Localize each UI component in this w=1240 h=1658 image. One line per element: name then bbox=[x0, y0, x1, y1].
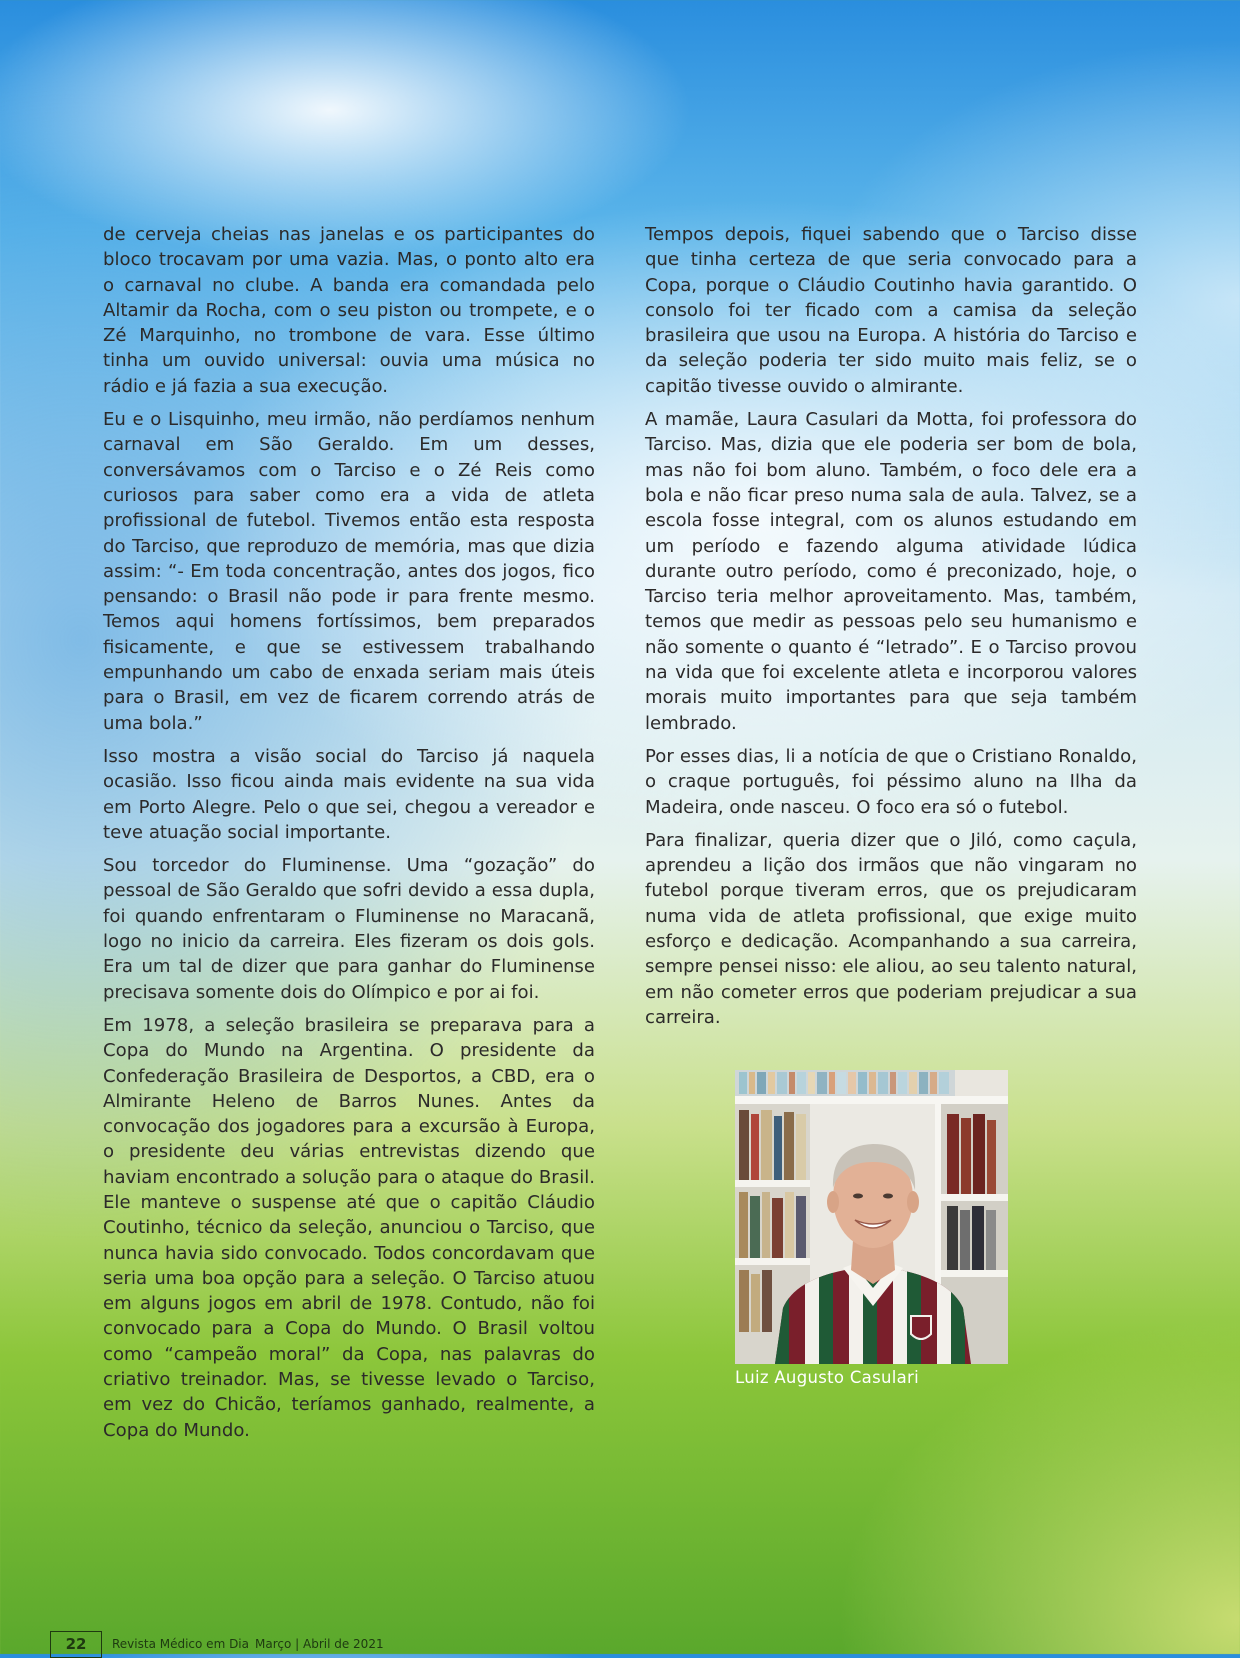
issue-date: Março | Abril de 2021 bbox=[255, 1637, 384, 1651]
paragraph: Em 1978, a seleção brasileira se preparava para a Copa do Mundo na Argentina. O presidente da Confederação Brasileira de Desportos, a CBD, era o Almirante Heleno de Barros Nunes. Antes da convocação dos jogadores para a excursão à Europa, o presidente deu várias entrevistas dizendo que haviam encontrado a solução para o ataque do Brasil. Ele manteve o suspense até que o capitão Cláudio Coutinho, técnico da seleção, anunciou o Tarciso, que nunca havia sido convocado. Todos concordavam que seria uma boa opção para a seleção. O Tarciso atuou em alguns jogos em abril de 1978. Contudo, não foi convocado para a Copa do Mundo. O Brasil voltou como “campeão moral” da Copa, nas palavras do criativo treinador. Mas, se tivesse levado o Tarciso, em vez do Chicão, teríamos ganhado, realmente, a Copa do Mundo. bbox=[103, 1014, 595, 1441]
paragraph: Tempos depois, fiquei sabendo que o Tarciso disse que tinha certeza de que seria convocado para a Copa, porque o Cláudio Coutinho havia garantido. O consolo foi ter ficado com a camisa da seleção brasileira que usou na Europa. A história do Tarciso e da seleção poderia ter sido muito mais feliz, se o capitão tivesse ouvido o almirante. bbox=[645, 224, 1137, 397]
paragraph: Eu e o Lisquinho, meu irmão, não perdíamos nenhum carnaval em São Geraldo. Em um desses, conversávamos com o Tarciso e o Zé Reis como curiosos para saber como era a vida de atleta profissional de futebol. Tivemos então esta resposta do Tarciso, que reproduzo de memória, mas que dizia assim: “- Em toda concentração, antes dos jogos, fico pensando: o Brasil não pode ir para frente mesmo. Temos aqui homens fortíssimos, bem preparados fisicamente, e que se estivessem trabalhando empunhando um cabo de enxada seriam mais úteis para o Brasil, em vez de ficarem correndo atrás de uma bola.” bbox=[103, 409, 595, 734]
article-left-column bbox=[103, 222, 595, 1451]
paragraph: A mamãe, Laura Casulari da Motta, foi professora do Tarciso. Mas, dizia que ele poderia ser bom de bola, mas não foi bom aluno. Também, o foco dele era a bola e não ficar preso numa sala de aula. Talvez, se a escola fosse integral, com os alunos estudando em um período e fazendo alguma atividade lúdica durante outro período, como é preconizado, hoje, o Tarciso teria melhor aproveitamento. Mas, também, temos que medir as pessoas pelo seu humanismo e não somente o quanto é “letrado”. E o Tarciso provou na vida que foi excelente atleta e incorporou valores morais muito importantes para que seja também lembrado. bbox=[645, 409, 1137, 734]
paragraph: Para finalizar, queria dizer que o Jiló, como caçula, aprendeu a lição dos irmãos que não vingaram no futebol porque tiveram erros, que os prejudicaram numa vida de atleta profissional, que exige muito esforço e dedicação. Acompanhando a sua carreira, sempre pensei nisso: ele aliou, ao seu talento natural, em não cometer erros que poderiam prejudicar a sua carreira. bbox=[645, 829, 1137, 1028]
portrait-photo bbox=[735, 1070, 1008, 1364]
photo-caption: Luiz Augusto Casulari bbox=[735, 1368, 919, 1387]
page-number: 22 bbox=[50, 1631, 102, 1658]
magazine-title: Revista Médico em Dia bbox=[112, 1637, 249, 1651]
paragraph: Por esses dias, li a notícia de que o Cristiano Ronaldo, o craque português, foi péssimo aluno na Ilha da Madeira, onde nasceu. O foco era só o futebol. bbox=[645, 745, 1137, 818]
paragraph: Sou torcedor do Fluminense. Uma “gozação” do pessoal de São Geraldo que sofri devido a essa dupla, foi quando enfrentaram o Fluminense no Maracanã, logo no inicio da carreira. Eles fizeram os dois gols. Era um tal de dizer que para ganhar do Fluminense precisava somente dois do Olímpico e por ai foi. bbox=[103, 855, 595, 1003]
article-right-column bbox=[645, 222, 1137, 1038]
paragraph: Isso mostra a visão social do Tarciso já naquela ocasião. Isso ficou ainda mais evidente na sua vida em Porto Alegre. Pelo o que sei, chegou a vereador e teve atuação social importante. bbox=[103, 745, 595, 843]
page-footer bbox=[50, 1631, 384, 1657]
paragraph: de cerveja cheias nas janelas e os participantes do bloco trocavam por uma vazia. Mas, o ponto alto era o carnaval no clube. A banda era comandada pelo Altamir da Rocha, com o seu piston ou trompete, e o Zé Marquinho, no trombone de vara. Esse último tinha um ouvido universal: ouvia uma música no rádio e já fazia a sua execução. bbox=[103, 224, 595, 397]
